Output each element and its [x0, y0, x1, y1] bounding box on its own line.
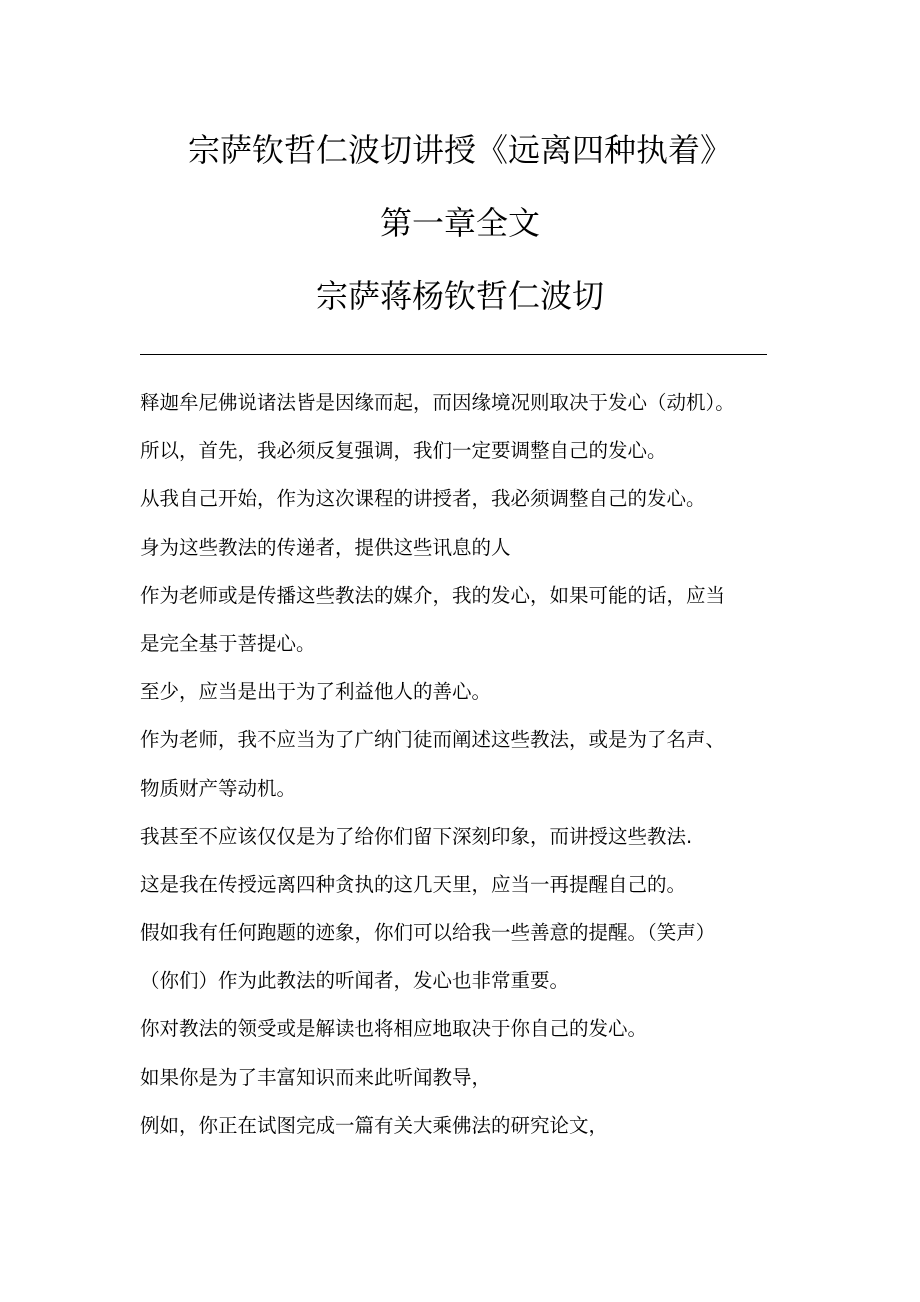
text-line: 从我自己开始，作为这次课程的讲授者，我必须调整自己的发心。: [140, 487, 706, 511]
text-line: 至少，应当是出于为了利益他人的善心。: [140, 680, 492, 704]
text-line: 如果你是为了丰富知识而来此听闻教导，: [140, 1065, 492, 1089]
text-line: 是完全基于菩提心。: [140, 631, 316, 655]
text-line: 假如我有任何跑题的迹象，你们可以给我一些善意的提醒。（笑声）: [140, 921, 716, 945]
text-line: 我甚至不应该仅仅是为了给你们留下深刻印象，而讲授这些教法.: [140, 824, 693, 848]
text-line: 所以，首先，我必须反复强调，我们一定要调整自己的发心。: [140, 439, 667, 463]
text-line: 作为老师或是传播这些教法的媒介，我的发心，如果可能的话，应当: [140, 583, 726, 607]
text-line: （你们）作为此教法的听闻者，发心也非常重要。: [140, 969, 570, 993]
body-text: [140, 382, 790, 1153]
horizontal-divider: [140, 354, 767, 355]
text-line: 这是我在传授远离四种贪执的这几天里，应当一再提醒自己的。: [140, 872, 687, 896]
text-line: 身为这些教法的传递者，提供这些讯息的人: [140, 535, 511, 559]
text-line: 你对教法的领受或是解读也将相应地取决于你自己的发心。: [140, 1017, 648, 1041]
text-line: 作为老师，我不应当为了广纳门徒而阐述这些教法，或是为了名声、: [140, 728, 726, 752]
chapter-title: 第一章全文: [379, 204, 540, 242]
document-title: 宗萨钦哲仁波切讲授《远离四种执着》: [187, 131, 732, 169]
author-name: 宗萨蒋杨钦哲仁波切: [315, 277, 604, 315]
text-line: 释迦牟尼佛说诸法皆是因缘而起，而因缘境况则取决于发心（动机）。: [140, 391, 735, 414]
text-line: 例如，你正在试图完成一篇有关大乘佛法的研究论文，: [140, 1113, 609, 1137]
text-line: 物质财产等动机。: [140, 776, 297, 800]
